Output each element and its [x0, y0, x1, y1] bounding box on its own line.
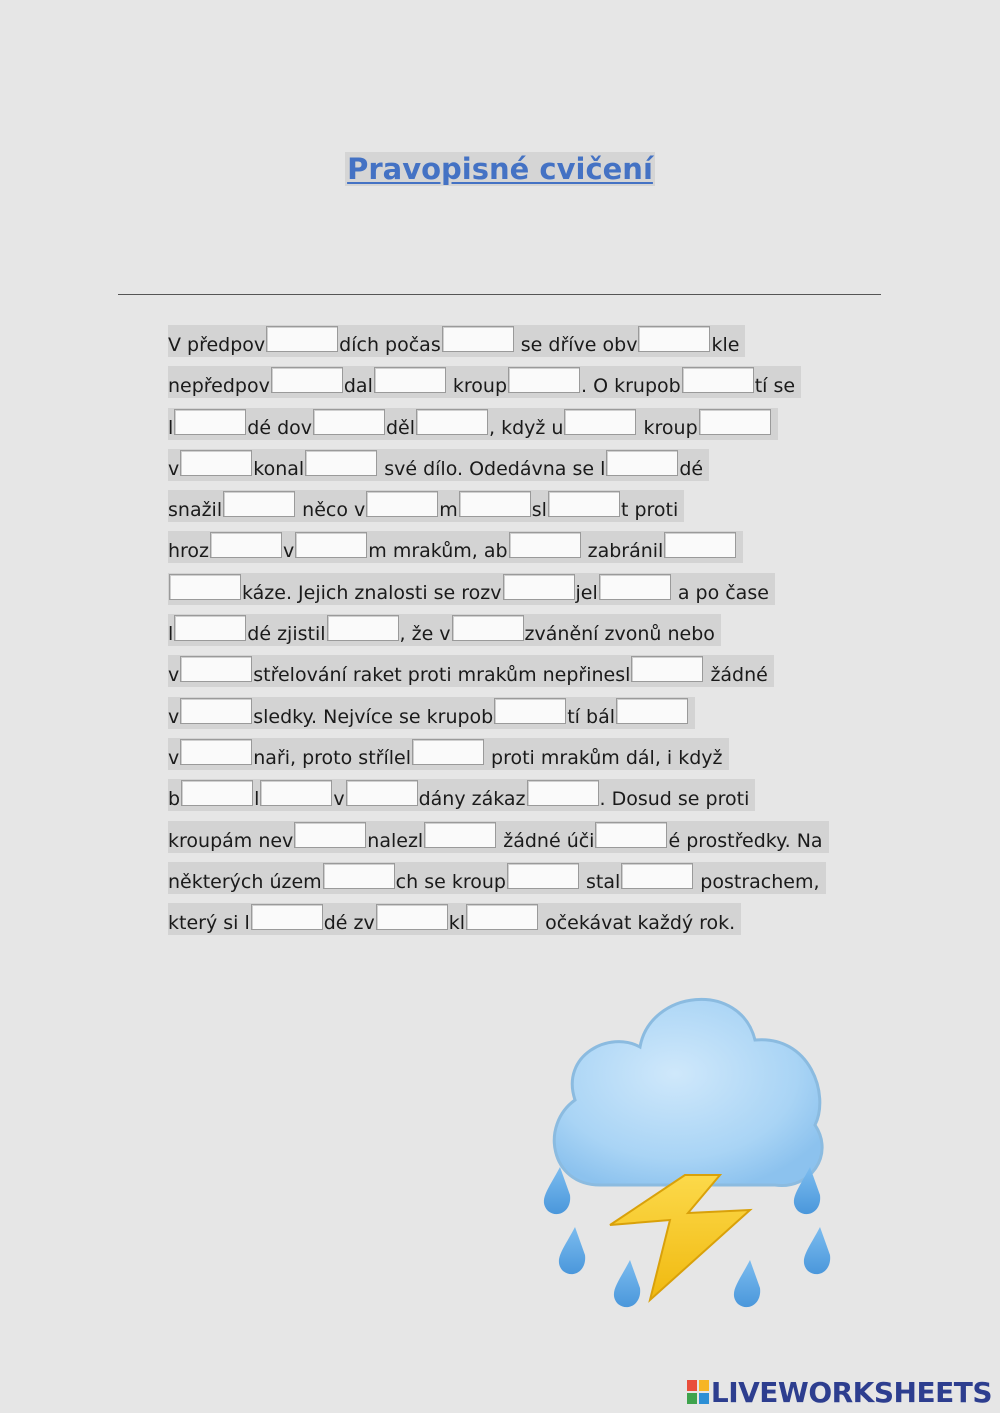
exercise-text-fragment: a po čase: [671, 581, 769, 604]
exercise-text-fragment: některých územ: [168, 870, 322, 893]
exercise-text-fragment: dal: [343, 375, 373, 398]
exercise-text-fragment: něco v: [296, 499, 366, 522]
exercise-line-content: [168, 862, 826, 894]
exercise-text-fragment: proti mrakům dál, i když: [484, 746, 723, 769]
exercise-text-fragment: V předpov: [168, 334, 266, 356]
gap-input[interactable]: [527, 780, 599, 806]
exercise-line-content: [168, 903, 741, 935]
gap-input[interactable]: [294, 822, 366, 848]
gap-input[interactable]: [169, 574, 241, 600]
gap-input[interactable]: [327, 615, 399, 641]
exercise-line-content: [168, 531, 743, 563]
exercise-text-fragment: , že v: [399, 623, 451, 646]
gap-input[interactable]: [260, 780, 332, 806]
exercise-text-fragment: konal: [253, 457, 305, 480]
exercise-text-fragment: jel: [575, 581, 598, 604]
gap-input[interactable]: [452, 615, 524, 641]
exercise-text-fragment: dány zákaz: [418, 788, 526, 811]
exercise-text-fragment: v: [333, 788, 345, 811]
exercise-text-fragment: l: [168, 623, 174, 646]
gap-input[interactable]: [180, 698, 252, 724]
gap-input[interactable]: [174, 615, 246, 641]
gap-input[interactable]: [313, 409, 385, 435]
exercise-text-fragment: dé zjistil: [247, 623, 326, 646]
exercise-text-fragment: t proti: [620, 499, 679, 522]
exercise-text-fragment: který si l: [168, 912, 250, 935]
exercise-text-fragment: kroupám nev: [168, 829, 294, 852]
exercise-line: [168, 697, 868, 729]
gap-input[interactable]: [621, 863, 693, 889]
exercise-text-fragment: sl: [531, 499, 547, 522]
exercise-text-fragment: očekávat každý rok.: [539, 912, 736, 935]
exercise-line: [168, 738, 868, 770]
exercise-line-content: [168, 325, 745, 357]
exercise-text-fragment: l: [168, 416, 174, 439]
exercise-text-fragment: v: [168, 457, 180, 480]
gap-input[interactable]: [374, 367, 446, 393]
gap-input[interactable]: [494, 698, 566, 724]
exercise-line-content: [168, 821, 829, 853]
exercise-text-fragment: dé dov: [247, 416, 312, 439]
exercise-text-fragment: kle: [711, 334, 740, 356]
weather-illustration: [530, 985, 840, 1315]
gap-input[interactable]: [305, 450, 377, 476]
exercise-line: [168, 325, 868, 357]
exercise-text-fragment: v: [168, 664, 180, 687]
gap-input[interactable]: [424, 822, 496, 848]
gap-input[interactable]: [416, 409, 488, 435]
exercise-text-fragment: zabránil: [581, 540, 664, 563]
gap-input[interactable]: [699, 409, 771, 435]
exercise-line: [168, 614, 868, 646]
exercise-line: [168, 779, 868, 811]
gap-input[interactable]: [412, 739, 484, 765]
gap-input[interactable]: [682, 367, 754, 393]
exercise-line: [168, 366, 868, 398]
cloud-shape: [554, 999, 822, 1185]
exercise-line: [168, 449, 868, 481]
exercise-line: [168, 573, 868, 605]
page-title-wrap: [0, 152, 1000, 186]
exercise-text-fragment: zvánění zvonů nebo: [524, 623, 715, 646]
exercise-text-fragment: ch se kroup: [395, 870, 506, 893]
exercise-text-fragment: střelování raket proti mrakům nepřinesl: [253, 664, 631, 687]
exercise-text-fragment: žádné: [704, 664, 768, 687]
exercise-text-fragment: stal: [579, 870, 621, 893]
exercise-text-fragment: kroup: [446, 375, 508, 398]
exercise-line: [168, 531, 868, 563]
exercise-text-fragment: b: [168, 788, 181, 811]
exercise-text-fragment: dé zv: [323, 912, 375, 935]
exercise-text-fragment: kroup: [637, 416, 698, 439]
exercise-text-fragment: m: [439, 499, 458, 522]
exercise-text-fragment: dích počas: [339, 334, 441, 356]
exercise-line-content: [168, 408, 778, 440]
gap-input[interactable]: [180, 739, 252, 765]
gap-input[interactable]: [548, 491, 620, 517]
exercise-text-fragment: sledky. Nejvíce se krupob: [253, 705, 494, 728]
gap-input[interactable]: [503, 574, 575, 600]
gap-input[interactable]: [223, 491, 295, 517]
gap-input[interactable]: [631, 656, 703, 682]
page-title: Pravopisné cvičení: [347, 152, 653, 186]
exercise-text-fragment: tí se: [754, 375, 796, 398]
exercise-text-fragment: nalezl: [367, 829, 424, 852]
exercise-line-content: [168, 366, 801, 398]
exercise-line: [168, 490, 868, 522]
gap-input[interactable]: [376, 904, 448, 930]
exercise-text-fragment: své dílo. Odedávna se l: [378, 457, 606, 480]
exercise-line-content: [168, 614, 721, 646]
gap-input[interactable]: [210, 532, 282, 558]
exercise-text-fragment: , když u: [489, 416, 564, 439]
exercise-text-fragment: v: [283, 540, 295, 563]
gap-input[interactable]: [442, 326, 514, 352]
exercise-text-fragment: děl: [386, 416, 416, 439]
gap-input[interactable]: [180, 450, 252, 476]
gap-input[interactable]: [606, 450, 678, 476]
exercise-line-content: [168, 697, 695, 729]
gap-input[interactable]: [616, 698, 688, 724]
gap-input[interactable]: [271, 367, 343, 393]
gap-input[interactable]: [346, 780, 418, 806]
gap-input[interactable]: [508, 367, 580, 393]
gap-input[interactable]: [638, 326, 710, 352]
exercise-line-content: [168, 573, 775, 605]
exercise-text-fragment: žádné úči: [497, 829, 595, 852]
exercise-text-fragment: se dříve obv: [514, 334, 638, 356]
gap-input[interactable]: [174, 409, 246, 435]
gap-input[interactable]: [595, 822, 667, 848]
exercise-line: [168, 903, 868, 935]
gap-input[interactable]: [366, 491, 438, 517]
gap-input[interactable]: [599, 574, 671, 600]
logo-mark-icon: [687, 1380, 709, 1404]
exercise-line: [168, 655, 868, 687]
exercise-line-content: [168, 779, 755, 811]
exercise-text-fragment: kl: [448, 912, 466, 935]
cloud-rain-lightning-icon: [530, 985, 840, 1315]
exercise-text-fragment: m mrakům, ab: [368, 540, 508, 563]
exercise-text-fragment: l: [254, 788, 260, 811]
gap-input[interactable]: [266, 326, 338, 352]
gap-input[interactable]: [295, 532, 367, 558]
exercise-text-fragment: é prostředky. Na: [668, 829, 823, 852]
gap-input[interactable]: [466, 904, 538, 930]
gap-input[interactable]: [251, 904, 323, 930]
exercise-text-fragment: nepředpov: [168, 375, 270, 398]
gap-input[interactable]: [564, 409, 636, 435]
gap-input[interactable]: [181, 780, 253, 806]
liveworksheets-logo: [687, 1375, 992, 1409]
gap-input[interactable]: [664, 532, 736, 558]
gap-input[interactable]: [323, 863, 395, 889]
exercise-text-fragment: tí bál: [567, 705, 615, 728]
exercise-text-fragment: postrachem,: [694, 870, 820, 893]
exercise-line: [168, 821, 868, 853]
exercise-line-content: [168, 449, 709, 481]
divider: [118, 294, 881, 295]
exercise-text-fragment: snažil: [168, 499, 223, 522]
exercise-line-content: [168, 655, 774, 687]
exercise-text-fragment: . Dosud se proti: [599, 788, 750, 811]
exercise-line-content: [168, 738, 729, 770]
exercise-text-fragment: v: [168, 705, 180, 728]
gap-input[interactable]: [459, 491, 531, 517]
exercise-text-fragment: dé: [679, 457, 704, 480]
exercise-text-fragment: káze. Jejich znalosti se rozv: [242, 581, 502, 604]
exercise-text-fragment: hroz: [168, 540, 210, 563]
exercise-text-fragment: naři, proto střílel: [253, 746, 411, 769]
exercise-line: [168, 862, 868, 894]
gap-input[interactable]: [180, 656, 252, 682]
logo-text: LIVEWORKSHEETS: [710, 1375, 992, 1409]
exercise-text-fragment: . O krupob: [581, 375, 681, 398]
gap-input[interactable]: [507, 863, 579, 889]
exercise-line: [168, 408, 868, 440]
exercise-line-content: [168, 490, 684, 522]
gap-input[interactable]: [509, 532, 581, 558]
exercise-text: [168, 325, 868, 944]
exercise-text-fragment: v: [168, 746, 180, 769]
